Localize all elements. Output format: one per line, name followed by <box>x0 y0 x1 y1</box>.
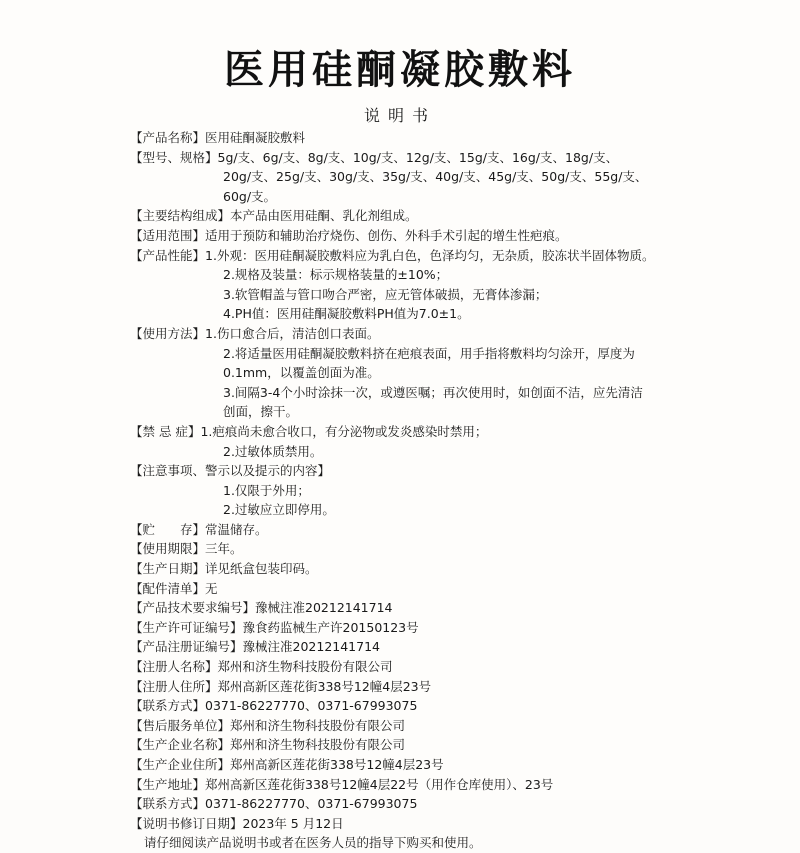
after-sales-row <box>130 716 770 736</box>
field-label: 【说明书修订日期】 <box>130 815 243 831</box>
usage-continuation <box>130 402 770 422</box>
field-value: 郑州和济生物科技股份有限公司 <box>230 737 406 753</box>
field-value: 4.PH值：医用硅酮凝胶敷料PH值为7.0±1。 <box>223 306 470 322</box>
field-value: 1.外观：医用硅酮凝胶敷料应为乳白色，色泽均匀，无杂质，胶冻状半固体物质。 <box>205 247 655 263</box>
field-label: 【贮 存】 <box>130 521 206 537</box>
field-value: 1.疤痕尚未愈合收口，有分泌物或发炎感染时禁用； <box>200 423 488 439</box>
field-value: 3.软管帽盖与管口吻合严密，应无管体破损，无膏体渗漏； <box>223 286 548 302</box>
field-label: 【生产日期】 <box>130 561 206 577</box>
revision-date-row <box>130 814 770 834</box>
registration-row <box>130 637 770 657</box>
field-value: 郑州高新区莲花街338号12幢4层23号 <box>217 678 432 694</box>
tech-req-row <box>130 598 770 618</box>
field-label: 【主要结构组成】 <box>130 208 231 224</box>
field-value: 无 <box>205 580 218 596</box>
field-value: 0371-86227770、0371-67993075 <box>205 698 418 714</box>
scope-row <box>130 226 770 246</box>
usage-continuation <box>130 344 770 364</box>
performance-continuation <box>130 285 770 305</box>
field-label: 【联系方式】 <box>130 796 206 812</box>
field-value: 60g/支。 <box>223 188 277 204</box>
precautions-row <box>130 461 770 481</box>
precautions-continuation <box>130 500 770 520</box>
field-value: 本产品由医用硅酮、乳化剂组成。 <box>230 208 418 224</box>
production-address-row <box>130 775 770 795</box>
shelf-life-row <box>130 539 770 559</box>
field-value: 0371-86227770、0371-67993075 <box>205 796 418 812</box>
storage-row <box>130 520 770 540</box>
contraindications-row <box>130 422 770 442</box>
usage-row <box>130 324 770 344</box>
field-value: 详见纸盒包装印码。 <box>205 561 318 577</box>
model-continuation <box>130 187 770 207</box>
field-label: 【使用方法】 <box>130 325 206 341</box>
contact-row <box>130 696 770 716</box>
usage-continuation <box>130 383 770 403</box>
footer-note-text: 请仔细阅读产品说明书或者在医务人员的指导下购买和使用。 <box>144 835 482 851</box>
field-value: 2.过敏应立即停用。 <box>223 502 335 518</box>
field-label: 【适用范围】 <box>130 227 206 243</box>
manufacturer-address-row <box>130 755 770 775</box>
field-value: 郑州高新区莲花街338号12幢4层22号（用作仓库使用）、23号 <box>205 776 554 792</box>
production-date-row <box>130 559 770 579</box>
field-value: 豫食药监械生产许20150123号 <box>242 619 419 635</box>
document-body <box>130 128 770 853</box>
field-value: 0.1mm，以覆盖创面为准。 <box>223 365 380 381</box>
performance-continuation <box>130 265 770 285</box>
field-value: 郑州和济生物科技股份有限公司 <box>230 717 406 733</box>
field-label: 【注册人住所】 <box>130 678 218 694</box>
field-label: 【产品技术要求编号】 <box>130 600 256 616</box>
footer-note <box>130 833 770 853</box>
field-value: 适用于预防和辅助治疗烧伤、创伤、外科手术引起的增生性疤痕。 <box>205 227 568 243</box>
product-name-row <box>130 128 770 148</box>
field-value: 20g/支、25g/支、30g/支、35g/支、40g/支、45g/支、50g/支、55g/支、 <box>223 169 648 185</box>
precautions-continuation <box>130 481 770 501</box>
field-value: 郑州高新区莲花街338号12幢4层23号 <box>230 757 444 772</box>
field-label: 【禁 忌 症】 <box>130 423 201 439</box>
field-value: 3.间隔3-4个小时涂抹一次，或遵医嘱；再次使用时，如创面不洁，应先清洁 <box>223 384 643 400</box>
field-label: 【注册人名称】 <box>130 659 218 675</box>
field-value: 豫械注准20212141714 <box>242 639 380 655</box>
field-value: 常温储存。 <box>205 521 268 537</box>
field-value: 2.规格及装量：标示规格装量的±10%； <box>223 267 449 283</box>
model-row <box>130 148 770 168</box>
field-value: 5g/支、6g/支、8g/支、10g/支、12g/支、15g/支、16g/支、18g/支、 <box>217 149 619 165</box>
document-title: 医用硅酮凝胶敷料 <box>224 47 576 93</box>
field-label: 【型号、规格】 <box>130 149 218 165</box>
field-label: 【生产地址】 <box>130 776 206 792</box>
accessories-row <box>130 579 770 599</box>
usage-continuation <box>130 363 770 383</box>
field-label: 【产品注册证编号】 <box>130 639 243 655</box>
field-label: 【联系方式】 <box>130 698 206 714</box>
field-value: 2.将适量医用硅酮凝胶敷料挤在疤痕表面，用手指将敷料均匀涂开，厚度为 <box>223 345 635 361</box>
field-label: 【生产企业名称】 <box>130 737 231 753</box>
field-label: 【生产企业住所】 <box>130 757 231 772</box>
field-label: 【注意事项、警示以及提示的内容】 <box>130 463 331 479</box>
field-label: 【配件清单】 <box>130 580 206 596</box>
model-continuation <box>130 167 770 187</box>
manufacturer-row <box>130 735 770 755</box>
field-value: 1.伤口愈合后，清洁创口表面。 <box>205 325 380 341</box>
field-value: 1.仅限于外用； <box>223 482 310 498</box>
field-label: 【使用期限】 <box>130 541 206 557</box>
document-subtitle: 说明书 <box>363 106 436 125</box>
field-value: 豫械注准20212141714 <box>255 600 393 616</box>
field-value: 郑州和济生物科技股份有限公司 <box>217 659 393 675</box>
field-value: 2023年 5 月12日 <box>242 815 344 831</box>
field-value: 创面，擦干。 <box>223 404 299 420</box>
field-label: 【售后服务单位】 <box>130 717 231 733</box>
registrant-name-row <box>130 657 770 677</box>
performance-continuation <box>130 304 770 324</box>
field-value: 2.过敏体质禁用。 <box>223 443 323 459</box>
performance-row <box>130 246 770 266</box>
field-label: 【生产许可证编号】 <box>130 619 243 635</box>
field-value: 医用硅酮凝胶敷料 <box>205 130 306 145</box>
field-label: 【产品名称】 <box>130 130 206 145</box>
field-label: 【产品性能】 <box>130 247 206 263</box>
production-license-row <box>130 618 770 638</box>
field-value: 三年。 <box>205 541 243 557</box>
contact-row <box>130 794 770 814</box>
composition-row <box>130 206 770 226</box>
contraindications-continuation <box>130 442 770 462</box>
registrant-address-row <box>130 677 770 697</box>
